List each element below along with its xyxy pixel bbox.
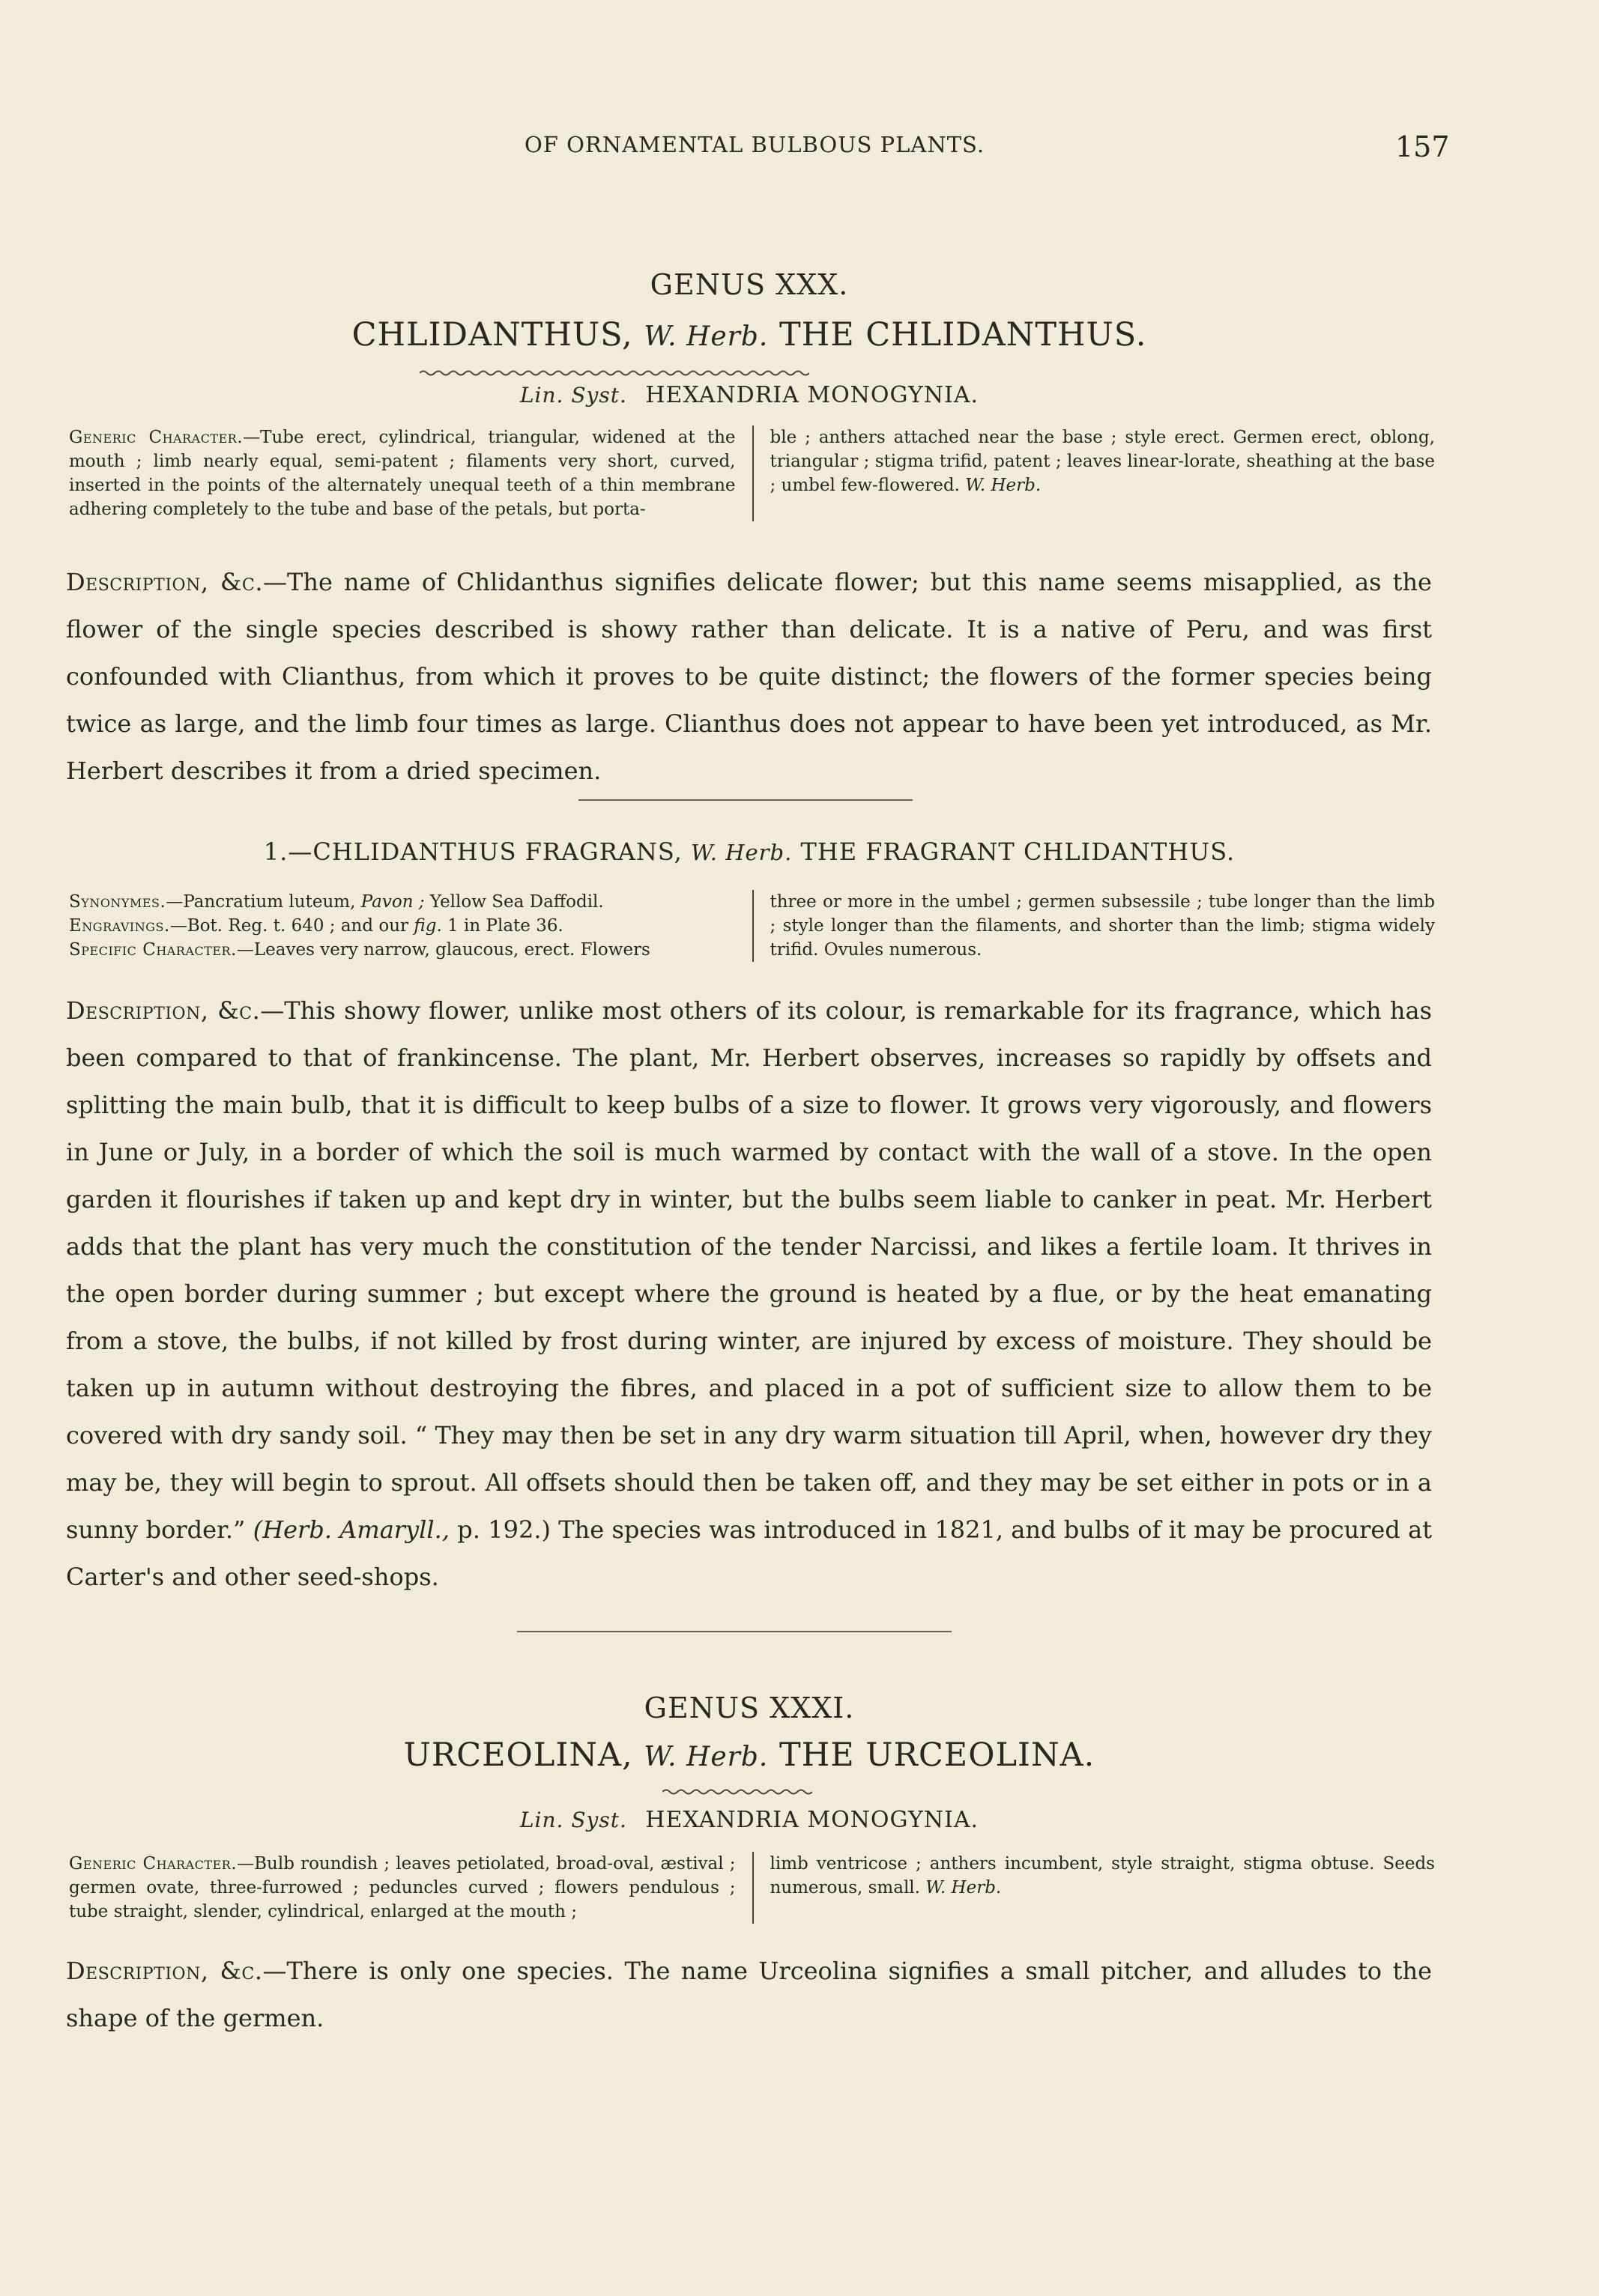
generic-right-column [752,1852,1436,1924]
generic-right-column [752,425,1436,521]
generic-character-label: Generic Character. [69,428,244,447]
engravings-line [69,914,736,938]
lin-syst-value: HEXANDRIA MONOGYNIA. [645,1807,979,1833]
species-1-description [66,987,1432,1601]
genus-30-common-name: THE CHLIDANTHUS. [779,316,1147,354]
description-label: Description, &c. [66,996,261,1025]
genus-31-common-name: THE URCEOLINA. [779,1736,1095,1774]
section-divider [517,1631,952,1632]
genus-31-heading: GENUS XXXI. [644,1691,855,1724]
genus-30-title [0,316,1499,354]
generic-character-left-text: —Tube erect, cylindrical, triangular, widened at the mouth ; limb nearly equal, semi-patent ; filaments very short, curved, inserted in the points of the alternately unequal teeth of a thin membrane adhering completely to the tube and base of the petals, but porta- [69,428,736,519]
synonymes-label: Synonymes. [69,892,166,912]
description-text: —The name of Chlidanthus signifies delicate flower; but this name seems misapplied, as the flower of the single species described is showy rather than delicate. It is a native of Peru, and was first confounded with Clianthus, from which it proves to be quite distinct; the flowers of the former species being twice as large, and the limb four times as large. Clianthus does not appear to have been yet introduced, as Mr. Herbert describes it from a dried specimen. [66,568,1432,785]
generic-character-author: W. Herb. [925,1878,1002,1897]
synonymes-text: —Pancratium luteum, [166,892,356,912]
generic-left-column [69,1852,752,1924]
lin-syst-value: HEXANDRIA MONOGYNIA. [645,382,979,408]
ornamental-squiggle [662,1787,812,1796]
ornamental-squiggle [420,369,809,378]
page-number: 157 [1395,130,1450,163]
species-1-common-name: THE FRAGRANT CHLIDANTHUS. [800,837,1236,866]
description-tail: The species was introduced in 1821, and bulbs of it may be procured at Carter's and other seed-shops. [66,1515,1433,1591]
genus-30-generic-character [69,425,1435,521]
generic-character-label: Generic Character. [69,1854,238,1874]
specific-character-line [69,938,736,962]
genus-31-authority: W. Herb. [644,1742,769,1772]
species-left-column [69,890,752,962]
description-text: —There is only one species. The name Urceolina signifies a small pitcher, and alludes to the shape of the germen. [66,1957,1432,2032]
description-citation: (Herb. Amaryll., [253,1515,450,1544]
generic-left-column [69,425,752,521]
genus-30-name: CHLIDANTHUS, [351,316,633,354]
species-1-authority: W. Herb. [691,840,793,865]
genus-31-lin-syst [0,1807,1499,1833]
specific-character-continued: three or more in the umbel ; germen subsessile ; tube longer than the limb ; style longer than the filaments, and shorter than the limb; stigma widely trifid. Ovules numerous. [770,892,1435,960]
genus-31-generic-character [69,1852,1435,1924]
section-divider [578,799,913,801]
species-right-column [752,890,1436,962]
synonymes-author: Pavon ; [360,892,425,912]
generic-character-left-text: —Bulb roundish ; leaves petiolated, broad-oval, æstival ; germen ovate, three-furrowed ; peduncles curved ; flowers pendulous ; tube straight, slender, cylindrical, enlarged at the mouth ; [69,1854,736,1921]
genus-30-description [66,559,1432,795]
generic-character-right-text: ble ; anthers attached near the base ; style erect. Germen erect, oblong, triangular ; stigma trifid, patent ; leaves linear-lorate, sheathing at the base ; umbel few-flowered. [770,428,1435,495]
lin-syst-label: Lin. Syst. [519,383,627,408]
specific-character-label: Specific Character. [69,940,237,960]
description-text: —This showy flower, unlike most others of its colour, is remarkable for its fragrance, which has been compared to that of frankincense. The plant, Mr. Herbert observes, increases so rapidly by offsets and splitting the main bulb, that it is difficult to keep bulbs of a size to flower. It grows very vigorously, and flowers in June or July, in a border of which the soil is much warmed by contact with the wall of a stove. In the open garden it flourishes if taken up and kept dry in winter, but the bulbs seem liable to canker in peat. Mr. Herbert adds that the plant has very much the constitution of the tender Narcissi, and likes a fertile loam. It thrives in the open border during summer ; but except where the ground is heated by a flue, or by the heat emanating from a stove, the bulbs, if not killed by frost during winter, are injured by excess of moisture. They should be taken up in autumn without destroying the fibres, and placed in a pot of sufficient size to allow them to be covered with dry sandy soil. “ They may then be set in any dry warm situation till April, when, however dry they may be, they will begin to sprout. All offsets should then be taken off, and they may be set either in pots or in a sunny border.” [66,996,1432,1544]
description-label: Description, &c. [66,568,264,596]
specific-character-text: —Leaves very narrow, glaucous, erect. Flowers [236,940,650,960]
genus-31-name: URCEOLINA, [403,1736,633,1774]
synonymes-tail: Yellow Sea Daffodil. [429,892,604,912]
genus-31-description [66,1948,1432,2042]
species-1-characters [69,890,1435,962]
engravings-fig: fig. [414,916,442,936]
running-head-title: OF ORNAMENTAL BULBOUS PLANTS. [525,132,985,157]
species-1-heading: 1.—CHLIDANTHUS FRAGRANS, [263,837,683,866]
engravings-text: —Bot. Reg. t. 640 ; and our [169,916,409,936]
genus-30-heading: GENUS XXX. [650,268,849,301]
genus-31-title [0,1736,1499,1774]
genus-30-authority: W. Herb. [644,321,769,352]
species-1-title [0,837,1499,866]
engravings-tail: 1 in Plate 36. [447,916,563,936]
lin-syst-label: Lin. Syst. [519,1808,627,1832]
description-citation-page: p. 192.) [457,1515,551,1544]
engravings-label: Engravings. [69,916,170,936]
description-label: Description, &c. [66,1957,263,1985]
genus-30-lin-syst [0,382,1499,408]
synonymes-line [69,890,736,914]
generic-character-right-text: limb ventricose ; anthers incumbent, style straight, stigma obtuse. Seeds numerous, small. [770,1854,1435,1897]
generic-character-author: W. Herb. [965,476,1042,495]
